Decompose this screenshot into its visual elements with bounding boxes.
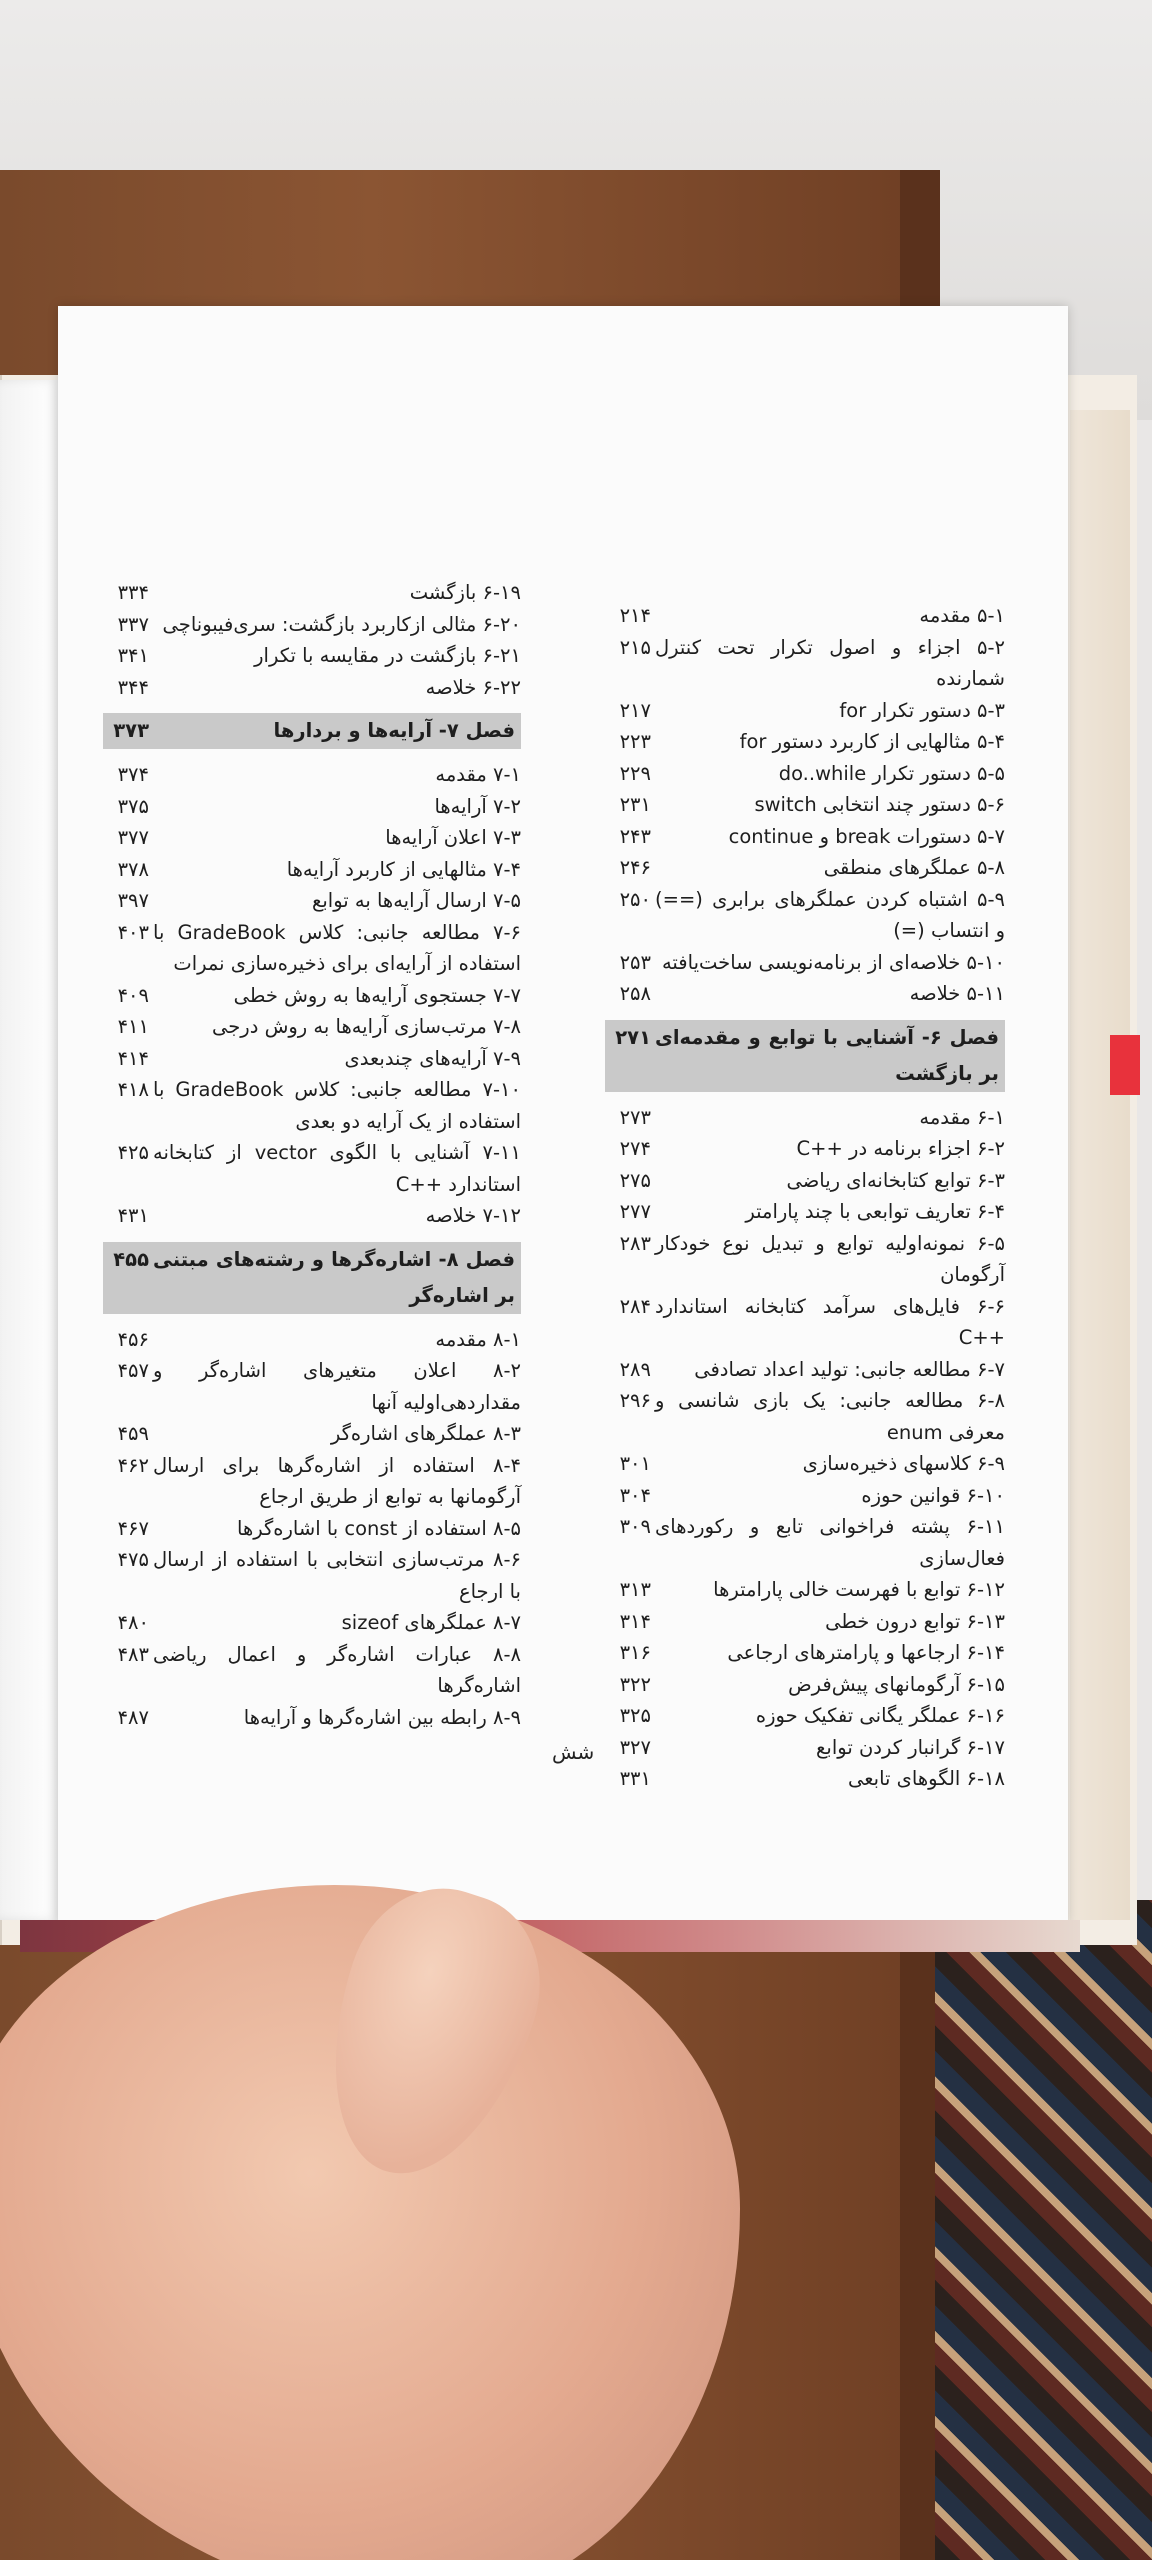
toc-entry-title: ۶-۳ توابع کتابخانه‌ای ریاضی	[786, 1168, 1005, 1192]
toc-entry	[103, 759, 521, 791]
toc-entry	[605, 600, 1005, 632]
toc-entry-title: ۶-۶ فایل‌های سرآمد کتابخانه استاندارد ++C	[655, 1294, 1005, 1349]
toc-entry-page: ۴۶۲	[117, 1453, 149, 1477]
toc-entry-title: ۵-۱۰ خلاصه‌ای از برنامه‌نویسی ساخت‌یافته	[661, 950, 1005, 974]
toc-entry-title: ۶-۱۵ آرگومانهای پیش‌فرض	[788, 1672, 1005, 1696]
book-cover-edge	[1070, 410, 1130, 1920]
toc-entry	[605, 726, 1005, 758]
toc-entry-title: ۶-۱۹ بازگشت	[409, 581, 521, 604]
toc-entry	[605, 758, 1005, 790]
toc-entry	[605, 978, 1005, 1010]
toc-entry-page: ۳۷۵	[117, 794, 149, 818]
toc-entry-page: ۴۵۷	[117, 1359, 149, 1382]
toc-entry	[103, 980, 521, 1012]
toc-entry-title: ۶-۷ مطالعه جانبی: تولید اعداد تصادفی	[694, 1357, 1005, 1381]
toc-entry-title: ۷-۳ اعلان آرایه‌ها	[385, 826, 521, 849]
toc-entry-page: ۴۸۰	[117, 1611, 149, 1634]
toc-entry-title: ۶-۵ نمونه‌اولیه توابع و تبدیل نوع خودکار آرگومان	[655, 1231, 1005, 1286]
toc-entry	[605, 852, 1005, 884]
toc-entry-page: ۴۱۴	[117, 1046, 149, 1070]
toc-entry	[605, 1228, 1005, 1291]
toc-entry-page: ۲۷۵	[619, 1168, 651, 1192]
toc-entry-page: ۳۴۴	[117, 675, 149, 699]
toc-entry-page: ۴۲۵	[117, 1141, 149, 1164]
toc-entry-page: ۴۵۹	[117, 1422, 149, 1445]
toc-entry-title: ۵-۳ دستور تکرار for	[839, 698, 1005, 722]
toc-entry-page: ۳۴۱	[117, 644, 149, 667]
toc-entry-title: ۷-۱۰ مطالعه جانبی: کلاس GradeBook با استفاده از یک آرایه دو بعدی	[153, 1078, 521, 1133]
toc-entry-title: ۶-۴ تعاریف توابعی با چند پارامتر	[745, 1200, 1005, 1223]
toc-entry-title: ۶-۱۷ گرانبار کردن توابع	[816, 1735, 1005, 1759]
toc-entry	[605, 1291, 1005, 1354]
toc-entry-page: ۳۷۸	[117, 857, 149, 881]
toc-entry	[605, 1763, 1005, 1795]
toc-entry-page: ۴۵۶	[117, 1327, 149, 1351]
toc-entry-title: ۶-۱۶ عملگر یگانی تفکیک حوزه	[755, 1704, 1005, 1727]
toc-entry	[605, 1700, 1005, 1732]
toc-entry-page: ۴۰۹	[117, 983, 149, 1007]
toc-entry-page: ۲۸۴	[619, 1294, 651, 1318]
toc-entry-page: ۴۱۱	[117, 1015, 149, 1038]
toc-entry	[605, 1354, 1005, 1386]
toc-entry-page: ۳۲۷	[619, 1735, 651, 1759]
toc-entry-page: ۳۳۴	[117, 581, 149, 604]
toc-entry	[103, 1011, 521, 1043]
toc-entry-title: فصل ۸- اشاره‌گرها و رشته‌های مبتنی بر اشاره‌گر	[153, 1247, 515, 1307]
toc-entry-title: ۶-۱۸ الگوهای تابعی	[847, 1767, 1005, 1790]
toc-entry-title: ۵-۶ دستور چند انتخابی switch	[754, 793, 1005, 816]
toc-entry	[605, 947, 1005, 979]
toc-entry-title: ۷-۶ مطالعه جانبی: کلاس GradeBook با استفاده از آرایه‌ای برای ذخیره‌سازی نمرات	[153, 920, 521, 975]
toc-entry-title: ۵-۲ اجزاء و اصول تکرار تحت کنترل شمارنده	[655, 635, 1005, 690]
toc-entry	[103, 1450, 521, 1513]
toc-entry-page: ۳۹۷	[117, 889, 149, 912]
toc-entry	[103, 1137, 521, 1200]
toc-entry-title: ۵-۹ اشتباه کردن عملگرهای برابری (==) و انتساب (=)	[655, 887, 1005, 942]
toc-entry-page: ۲۵۰	[619, 887, 651, 911]
toc-entry-page: ۴۱۸	[117, 1078, 149, 1101]
toc-entry-title: ۸-۷ عملگرهای sizeof	[341, 1611, 521, 1634]
toc-entry-page: ۲۴۳	[619, 824, 651, 848]
toc-entry-page: ۴۷۵	[117, 1548, 149, 1571]
toc-entry	[605, 1606, 1005, 1638]
toc-entry-title: ۷-۹ آرایه‌های چندبعدی	[344, 1046, 521, 1070]
toc-entry	[605, 1732, 1005, 1764]
toc-entry-title: ۷-۱ مقدمه	[435, 763, 521, 786]
toc-entry-page: ۲۴۶	[619, 856, 651, 879]
toc-entry-title: ۶-۱ مقدمه	[919, 1105, 1005, 1129]
toc-entry-title: ۷-۴ مثالهایی از کاربرد آرایه‌ها	[286, 857, 521, 881]
toc-entry-page: ۳۳۷	[117, 612, 149, 636]
toc-right-column	[605, 600, 1005, 1795]
toc-entry-page: ۲۷۱	[615, 1025, 651, 1049]
toc-entry-page: ۳۱۳	[619, 1578, 651, 1601]
toc-entry	[103, 672, 521, 704]
toc-entry	[103, 577, 521, 609]
toc-entry	[605, 1448, 1005, 1480]
toc-entry-title: ۸-۸ عبارات اشاره‌گر و اعمال ریاضی اشاره‌گرها	[153, 1642, 521, 1697]
toc-entry	[103, 1607, 521, 1639]
left-page-edge	[0, 380, 58, 1920]
toc-entry	[605, 1165, 1005, 1197]
toc-entry	[605, 1102, 1005, 1134]
toc-entry-page: ۴۸۳	[117, 1642, 149, 1666]
toc-entry-page: ۲۸۹	[619, 1357, 651, 1381]
toc-entry-title: ۶-۲۲ خلاصه	[425, 675, 521, 699]
toc-entry-page: ۴۰۳	[117, 920, 149, 944]
toc-entry-title: ۶-۱۴ ارجاعها و پارامترهای ارجاعی	[727, 1641, 1005, 1664]
toc-entry-page: ۲۳۱	[619, 793, 651, 816]
toc-entry-title: ۷-۵ ارسال آرایه‌ها به توابع	[311, 889, 521, 912]
toc-entry	[103, 1418, 521, 1450]
toc-entry-title: ۵-۱۱ خلاصه	[909, 982, 1005, 1005]
toc-entry-page: ۲۷۳	[619, 1105, 651, 1129]
toc-entry-title: ۸-۲ اعلان متغیرهای اشاره‌گر و مقداردهی‌اولیه آنها	[153, 1359, 521, 1414]
toc-entry	[103, 1639, 521, 1702]
toc-entry-page: ۲۵۸	[619, 982, 651, 1005]
toc-entry	[605, 1669, 1005, 1701]
toc-entry	[103, 1043, 521, 1075]
toc-entry-page: ۴۵۵	[113, 1247, 149, 1271]
toc-entry	[103, 1074, 521, 1137]
chapter-heading	[103, 1242, 521, 1314]
toc-entry	[605, 884, 1005, 947]
toc-entry-page: ۲۷۷	[619, 1200, 651, 1223]
toc-entry	[605, 632, 1005, 695]
toc-entry	[103, 1324, 521, 1356]
toc-entry-page: ۳۰۹	[619, 1515, 651, 1538]
toc-entry-title: ۵-۱ مقدمه	[919, 604, 1005, 627]
chapter-heading	[605, 1020, 1005, 1092]
toc-entry-title: ۵-۵ دستور تکرار do..while	[778, 761, 1005, 785]
toc-entry-title: ۸-۵ استفاده از const با اشاره‌گرها	[237, 1516, 521, 1540]
toc-entry-title: ۶-۲۱ بازگشت در مقایسه با تکرار	[254, 644, 521, 667]
toc-entry	[103, 1200, 521, 1232]
toc-entry-page: ۳۰۱	[619, 1452, 651, 1475]
toc-entry	[103, 791, 521, 823]
toc-entry-title: ۶-۱۰ قوانین حوزه	[861, 1483, 1005, 1507]
toc-entry-title: فصل ۷- آرایه‌ها و بردارها	[273, 719, 515, 742]
toc-entry-page: ۴۸۷	[117, 1705, 149, 1729]
toc-entry-title: فصل ۶- آشنایی با توابع و مقدمه‌ای بر بازگشت	[655, 1025, 999, 1085]
toc-entry-page: ۳۷۴	[117, 763, 149, 786]
toc-entry-page: ۳۳۱	[619, 1767, 651, 1790]
toc-entry-title: ۸-۹ رابطه بین اشاره‌گرها و آرایه‌ها	[243, 1705, 521, 1729]
toc-entry-page: ۳۷۳	[113, 719, 149, 742]
toc-entry	[605, 1196, 1005, 1228]
toc-entry-title: ۷-۷ جستجوی آرایه‌ها به روش خطی	[233, 983, 521, 1007]
toc-entry-page: ۴۳۱	[117, 1204, 149, 1227]
toc-entry	[605, 1480, 1005, 1512]
toc-entry	[103, 1513, 521, 1545]
toc-entry	[103, 854, 521, 886]
toc-entry-page: ۲۵۳	[619, 950, 651, 974]
toc-entry	[605, 1385, 1005, 1448]
page-number: شش	[552, 1740, 595, 1764]
toc-entry-title: ۸-۱ مقدمه	[435, 1327, 521, 1351]
toc-entry	[605, 1574, 1005, 1606]
toc-left-column	[103, 577, 521, 1733]
toc-entry	[605, 789, 1005, 821]
toc-entry-page: ۲۱۴	[619, 604, 651, 627]
toc-entry	[103, 1702, 521, 1734]
rug	[935, 1900, 1152, 2560]
toc-entry-title: ۸-۶ مرتب‌سازی انتخابی با استفاده از ارسال با ارجاع	[153, 1548, 521, 1603]
toc-entry-title: ۶-۲ اجزاء برنامه در ++C	[796, 1137, 1005, 1160]
toc-entry	[103, 1544, 521, 1607]
bookmark-red	[1110, 1035, 1140, 1095]
toc-entry	[605, 821, 1005, 853]
toc-entry-title: ۶-۱۳ توابع درون خطی	[825, 1609, 1005, 1633]
chapter-heading	[103, 713, 521, 749]
toc-entry	[103, 822, 521, 854]
toc-entry-page: ۲۲۳	[619, 730, 651, 753]
toc-entry-page: ۲۷۴	[619, 1137, 651, 1160]
toc-entry-page: ۲۱۵	[619, 635, 651, 659]
toc-entry-title: ۶-۱۱ پشته فراخوانی تابع و رکوردهای فعال‌سازی	[655, 1515, 1005, 1570]
toc-entry	[103, 640, 521, 672]
toc-entry	[605, 695, 1005, 727]
toc-entry	[103, 1355, 521, 1418]
toc-entry-title: ۶-۲۰ مثالی ازکاربرد بازگشت: سری‌فیبوناچی	[162, 612, 521, 636]
toc-entry-page: ۲۱۷	[619, 698, 651, 722]
toc-entry-page: ۳۰۴	[619, 1483, 651, 1507]
toc-entry-title: ۷-۱۲ خلاصه	[425, 1204, 521, 1227]
toc-entry-title: ۷-۱۱ آشنایی با الگوی vector از کتابخانه استاندارد ++C	[153, 1141, 521, 1196]
toc-entry-title: ۸-۴ استفاده از اشاره‌گرها برای ارسال آرگومانها به توابع از طریق ارجاع	[153, 1453, 521, 1508]
toc-entry-title: ۶-۸ مطالعه جانبی: یک بازی شانسی و معرفی enum	[655, 1389, 1005, 1444]
toc-entry-page: ۳۱۴	[619, 1609, 651, 1633]
toc-entry-page: ۴۶۷	[117, 1516, 149, 1540]
toc-entry-page: ۳۲۵	[619, 1704, 651, 1727]
toc-entry-title: ۷-۲ آرایه‌ها	[434, 794, 521, 818]
toc-entry-page: ۲۹۶	[619, 1389, 651, 1412]
toc-entry	[605, 1133, 1005, 1165]
toc-entry-title: ۵-۸ عملگرهای منطقی	[823, 856, 1005, 879]
toc-entry	[605, 1637, 1005, 1669]
toc-entry-title: ۷-۸ مرتب‌سازی آرایه‌ها به روش درجی	[211, 1015, 521, 1038]
toc-entry-page: ۳۱۶	[619, 1641, 651, 1664]
toc-entry-title: ۸-۳ عملگرهای اشاره‌گر	[330, 1422, 521, 1445]
toc-entry-title: ۵-۴ مثالهایی از کاربرد دستور for	[739, 730, 1005, 753]
toc-entry-page: ۳۷۷	[117, 826, 149, 849]
toc-entry-page: ۲۸۳	[619, 1231, 651, 1255]
toc-entry-title: ۶-۱۲ توابع با فهرست خالی پارامترها	[713, 1578, 1005, 1601]
toc-entry-page: ۲۲۹	[619, 761, 651, 785]
toc-entry-page: ۳۲۲	[619, 1672, 651, 1696]
toc-entry	[605, 1511, 1005, 1574]
toc-entry-title: ۶-۹ کلاسهای ذخیره‌سازی	[802, 1452, 1005, 1475]
toc-entry-title: ۵-۷ دستورات break و continue	[728, 824, 1005, 848]
toc-entry	[103, 609, 521, 641]
toc-entry	[103, 917, 521, 980]
toc-entry	[103, 885, 521, 917]
